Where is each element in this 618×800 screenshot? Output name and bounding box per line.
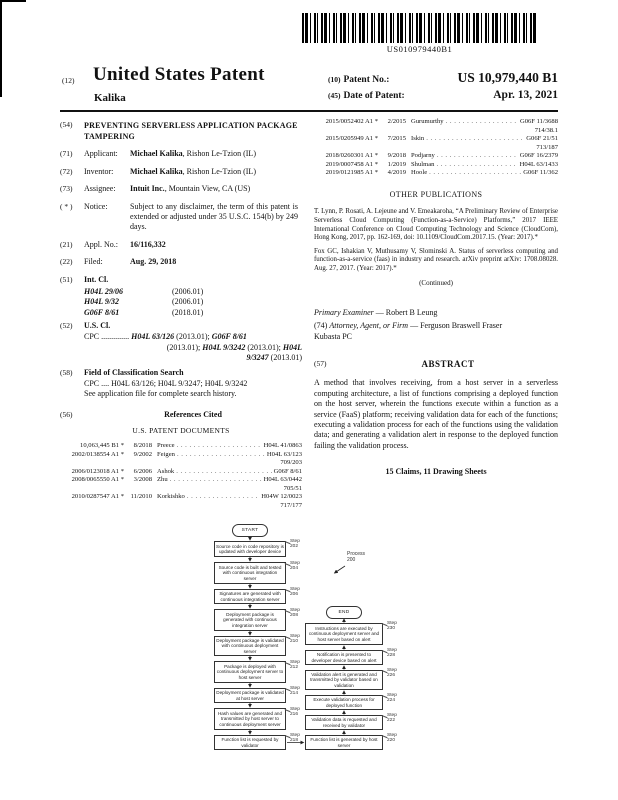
filed-label: Filed: <box>84 257 103 267</box>
header-rule <box>60 110 558 112</box>
inid-star: ( * ) <box>60 201 73 211</box>
assignee-label: Assignee: <box>84 184 116 194</box>
flow-box-224: Execute validation process for deployed function <box>305 695 383 710</box>
header-right <box>328 70 558 104</box>
ref-continuation: 705/51 <box>283 484 302 492</box>
attorney-line: (74) Attorney, Agent, or Firm — Ferguson Braswell Fraser Kubasta PC <box>314 321 503 341</box>
page-title: United States Patent <box>93 64 265 85</box>
leader-dots <box>446 118 518 127</box>
cpc-line-2: (2013.01); H04L 9/3242 (2013.01); H04L <box>166 342 302 352</box>
leader-dots <box>429 169 521 178</box>
invention-title: PREVENTING SERVERLESS APPLICATION PACKAGE TAMPERING <box>84 121 298 142</box>
field-int-cl-51 <box>60 275 302 285</box>
field-us-cl-52 <box>60 321 302 331</box>
inventor-value: Michael Kalika, Rishon Le-Tzion (IL) <box>130 166 256 176</box>
abstract-heading: ABSTRACT <box>421 358 475 369</box>
inid-56: (56) <box>60 409 73 419</box>
ref-continuation: 714/38.1 <box>534 126 558 134</box>
us-cl-label: U.S. Cl. <box>84 321 111 331</box>
step-label-226: Step 226 <box>387 668 405 679</box>
int-cl-row: H04L 29/06 (2006.01) <box>84 286 204 296</box>
flow-box-218: Function list is requested by validator <box>214 735 286 750</box>
end-node: END <box>326 606 362 619</box>
step-label-202: Step 202 <box>290 539 308 550</box>
primary-examiner-line: Primary Examiner — Robert B Leung <box>314 307 438 317</box>
applicant-value: Michael Kalika, Rishon Le-Tzion (IL) <box>130 149 256 159</box>
assignee-value: Intuit Inc., Mountain View, CA (US) <box>130 184 251 194</box>
ref-row: 2002/0138554 A1 * 9/2002 Feigen . . . H04L 63/123 <box>60 451 302 460</box>
flow-box-210: Deployment package is validated with continuous deployment server <box>214 636 286 656</box>
barcode-text: US010979440B1 <box>386 44 453 54</box>
leader-dots <box>177 451 265 460</box>
inid-74: (74) <box>314 321 330 331</box>
ref-continuation: 717/177 <box>280 501 302 509</box>
flow-box-216: Hash values are generated and transmitted by host server to continuous deployment server <box>214 708 286 730</box>
leader-dots <box>170 476 262 485</box>
ref-row: 2015/0052402 A1 * 2/2015 Gurumurthy . . . G06F 11/3688 <box>314 118 558 127</box>
flowchart-process-200 <box>168 520 488 792</box>
field-search-58 <box>60 368 302 378</box>
appl-no-value: 16/116,332 <box>130 239 166 249</box>
date-of-patent-label: (45) Date of Patent: <box>328 91 405 101</box>
claims-line: 15 Claims, 11 Drawing Sheets <box>385 467 487 477</box>
leader-dots <box>187 493 259 502</box>
inid-71: (71) <box>60 149 73 159</box>
barcode <box>302 13 537 43</box>
ref-row: 2019/0007458 A1 * 1/2019 Shulman . . . H04L 63/1433 <box>314 161 558 170</box>
step-label-212: Step 212 <box>290 660 308 671</box>
step-label-208: Step 208 <box>290 608 308 619</box>
ref-row: 2010/0287547 A1 * 11/2010 Korkishko . . . H04W 12/0023 <box>60 493 302 502</box>
ref-row: 10,063,445 B1 * 8/2018 Preece . . . H04L 41/0863 <box>60 442 302 451</box>
publication-2: Fox GC, Ishakian V, Muthusamy V, Slominski A. Status of serverless computing and function-as-a-service (faas) in industry and research. arXiv preprint arXiv: 1708.08028. Aug. 27, 2017. (Year: 2017).* <box>314 247 558 273</box>
leader-dots <box>437 152 518 161</box>
inid-72: (72) <box>60 166 73 176</box>
step-label-222: Step 222 <box>387 713 405 724</box>
ref-row: 2006/0123018 A1 * 6/2006 Ashok . . . G06F 8/61 <box>60 468 302 477</box>
field-search-cpc: CPC .... H04L 63/126; H04L 9/3247; H04L 9/3242 <box>84 379 248 389</box>
scan-edge-left <box>0 0 2 97</box>
field-inventor-72 <box>60 167 302 177</box>
date-of-patent-value: Apr. 13, 2021 <box>493 89 558 101</box>
abstract-heading-row <box>314 359 558 371</box>
inid-21: (21) <box>60 239 73 249</box>
field-title-54 <box>60 120 302 142</box>
field-filed-22 <box>60 257 302 267</box>
scan-edge-top <box>0 0 26 2</box>
patent-no-label: (10) Patent No.: <box>328 75 390 85</box>
notice-text: Subject to any disclaimer, the term of this patent is extended or adjusted under 35 U.S.C. 154(b) by 249 days. <box>130 201 298 232</box>
int-cl-row: H04L 9/32 (2006.01) <box>84 297 204 307</box>
appl-no-label: Appl. No.: <box>84 239 118 249</box>
inventor-surname: Kalika <box>94 92 126 104</box>
ref-row: 2008/0065550 A1 * 3/2008 Zhu . . . H04L 63/0442 <box>60 476 302 485</box>
patent-no-line <box>328 70 558 86</box>
leader-dots <box>426 135 524 144</box>
references-cited-heading: (56) References Cited <box>60 409 222 419</box>
flow-box-202: Source code in code repository is updated with developer device <box>214 541 286 557</box>
start-node: START <box>232 524 268 537</box>
step-label-228: Step 228 <box>387 648 405 659</box>
step-label-204: Step 204 <box>290 561 308 572</box>
inid-58: (58) <box>60 367 73 377</box>
notice-label: Notice: <box>84 201 108 211</box>
flow-box-204: Source code is built and tested with continuous integration server <box>214 562 286 584</box>
flow-box-206: Signatures are generated with continuous integration server <box>214 589 286 604</box>
flow-box-220: Function list is generated by host server <box>305 735 383 750</box>
cpc-line-1: CPC .............. H04L 63/126 (2013.01); G06F 8/61 <box>84 332 247 342</box>
filed-value: Aug. 29, 2018 <box>130 257 177 267</box>
inid-12: (12) <box>62 76 75 85</box>
flow-box-230: Instructions are executed by continuous deployment server and host server based on alert <box>305 623 383 645</box>
abstract-text: A method that involves receiving, from a host server in a serverless computing architecture, a list of functions comprising a deployed function on the host server, wherein the functions execute within a function as a service (FaaS) platform; receiving validation data for each of the functions; executing a validation process for each of the functions using the validation data; and generating a validation alert in response to the deployed function failing the validation process. <box>314 378 558 450</box>
left-column <box>60 120 302 510</box>
inid-45: (45) <box>328 91 341 100</box>
patent-no-value: US 10,979,440 B1 <box>457 70 558 85</box>
field-appl-no-21 <box>60 240 302 250</box>
flow-box-214: Deployment package is validated at host server <box>214 688 286 703</box>
step-label-230: Step 230 <box>387 621 405 632</box>
leader-dots <box>177 442 262 451</box>
us-patent-documents-heading: U.S. PATENT DOCUMENTS <box>132 426 230 436</box>
step-label-224: Step 224 <box>387 693 405 704</box>
int-cl-label: Int. Cl. <box>84 274 109 284</box>
continued-note: (Continued) <box>419 278 453 287</box>
step-label-216: Step 216 <box>290 707 308 718</box>
flow-box-228: Notification is presented to developer device based on alert <box>305 650 383 665</box>
date-of-patent-line <box>328 89 558 101</box>
ref-continuation: 713/187 <box>536 143 558 151</box>
ref-row: 2015/0205949 A1 * 7/2015 Iskin . . . G06F 21/51 <box>314 135 558 144</box>
inid-52: (52) <box>60 321 73 331</box>
inid-73: (73) <box>60 184 73 194</box>
flow-box-208: Deployment package is generated with continuous integration server <box>214 609 286 631</box>
inid-10: (10) <box>328 75 341 84</box>
publication-1: T. Lynn, P. Rosati, A. Lejeune and V. Emeakaroha, “A Preliminary Review of Enterprise Serverless Cloud Computing (Function-as-a-Service) Platforms,” 2017 IEEE International Conference on Cloud Computing Technology and Science (CloudCom), Hong Kong, 2017, pp. 162-169, doi: 10.1109/CloudCom.2017.15. (Year: 2017).* <box>314 208 558 242</box>
flow-box-212: Package is deployed with continuous deployment server to host server <box>214 661 286 683</box>
inventor-label: Inventor: <box>84 166 114 176</box>
inid-51: (51) <box>60 274 73 284</box>
right-column <box>314 118 558 478</box>
field-applicant-71 <box>60 149 302 159</box>
cpc-line-3: 9/3247 (2013.01) <box>246 353 302 363</box>
field-notice <box>60 202 302 233</box>
step-label-214: Step 214 <box>290 686 308 697</box>
step-label-206: Step 206 <box>290 587 308 598</box>
other-publications-heading: OTHER PUBLICATIONS <box>389 189 483 199</box>
leader-dots <box>176 468 271 477</box>
step-label-210: Step 210 <box>290 634 308 645</box>
applicant-label: Applicant: <box>84 149 118 159</box>
process-200-label: Process 200 <box>347 551 366 563</box>
ref-continuation: 709/203 <box>280 459 302 467</box>
field-search-label: Field of Classification Search <box>84 367 184 377</box>
field-search-note: See application file for complete search history. <box>84 389 237 399</box>
step-label-218: Step 218 <box>290 733 308 744</box>
field-assignee-73 <box>60 184 302 194</box>
int-cl-row: G06F 8/61 (2018.01) <box>84 307 204 317</box>
step-label-220: Step 220 <box>387 733 405 744</box>
inid-57: (57) <box>314 358 327 368</box>
ref-row: 2018/0260301 A1 * 9/2018 Podjarny . . . G06F 16/2379 <box>314 152 558 161</box>
flow-box-222: Validation data is requested and received by validator <box>305 715 383 730</box>
inid-54: (54) <box>60 120 73 129</box>
inid-22: (22) <box>60 257 73 267</box>
ref-row: 2019/0121985 A1 * 4/2019 Hoole . . . G06F 11/362 <box>314 169 558 178</box>
flow-box-226: Validation alert is generated and transmitted by validator based on validation <box>305 670 383 690</box>
leader-dots <box>436 161 517 170</box>
